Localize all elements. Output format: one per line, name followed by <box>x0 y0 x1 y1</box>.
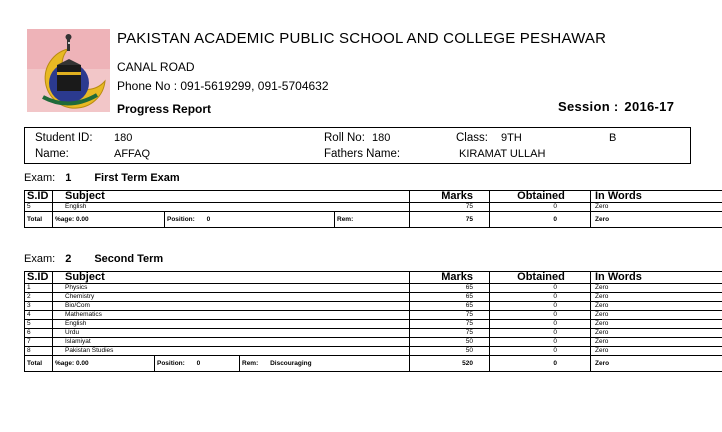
cell-obtained: 0 <box>490 302 591 311</box>
cell-subject: Urdu <box>53 329 410 338</box>
cell-marks: 65 <box>410 284 490 293</box>
cell-sid: 7 <box>25 338 53 347</box>
table-row <box>25 293 722 302</box>
cell-sid: 8 <box>25 347 53 356</box>
cell-sid: 2 <box>25 293 53 302</box>
col-obtained: Obtained <box>490 191 591 203</box>
total-marks: 75 <box>410 212 490 228</box>
student-name-label: Name: <box>35 148 69 160</box>
table-row <box>25 347 722 356</box>
total-position <box>155 356 240 372</box>
cell-obtained: 0 <box>490 284 591 293</box>
exam-number: 1 <box>65 172 72 184</box>
cell-subject: Chemistry <box>53 293 410 302</box>
student-id-value: 180 <box>114 132 133 144</box>
exam-name: Second Term <box>94 253 164 265</box>
cell-words: Zero <box>591 284 722 293</box>
class-label: Class: <box>456 132 488 144</box>
percent-value: 0.00 <box>75 216 89 223</box>
exam-1-marks-table <box>24 190 722 228</box>
exam-number: 2 <box>65 253 72 265</box>
total-label: Total <box>25 212 53 228</box>
cell-words: Zero <box>591 311 722 320</box>
cell-subject: English <box>53 320 410 329</box>
total-label: Total <box>25 356 53 372</box>
cell-sid: 1 <box>25 284 53 293</box>
section-value: B <box>609 132 617 144</box>
cell-sid: 5 <box>25 320 53 329</box>
total-words: Zero <box>591 356 722 372</box>
total-row <box>25 212 722 228</box>
position-value: 0 <box>196 360 201 367</box>
table-row <box>25 203 722 212</box>
col-in-words: In Words <box>591 191 722 203</box>
cell-obtained: 0 <box>490 347 591 356</box>
table-header-row <box>25 191 722 203</box>
session-value: 2016-17 <box>624 99 675 114</box>
col-sid: S.ID <box>25 191 53 203</box>
student-info-box <box>24 127 691 164</box>
total-remarks <box>335 212 410 228</box>
cell-subject: Bio/Com <box>53 302 410 311</box>
exam-name: First Term Exam <box>94 172 180 184</box>
total-percent <box>53 356 155 372</box>
col-obtained: Obtained <box>490 272 591 284</box>
cell-obtained: 0 <box>490 329 591 338</box>
total-obtained: 0 <box>490 212 591 228</box>
table-row <box>25 329 722 338</box>
cell-obtained: 0 <box>490 338 591 347</box>
cell-marks: 75 <box>410 311 490 320</box>
school-address: CANAL ROAD <box>117 60 195 74</box>
session <box>556 99 674 114</box>
cell-words: Zero <box>591 203 722 212</box>
cell-marks: 65 <box>410 293 490 302</box>
school-logo <box>27 29 110 112</box>
cell-words: Zero <box>591 320 722 329</box>
exam-1-header <box>24 172 180 184</box>
cell-marks: 50 <box>410 338 490 347</box>
total-position <box>165 212 335 228</box>
father-name-value: KIRAMAT ULLAH <box>459 148 546 160</box>
percent-label: %age: <box>55 216 75 223</box>
report-title: Progress Report <box>117 102 212 116</box>
class-value: 9TH <box>501 132 522 144</box>
cell-words: Zero <box>591 338 722 347</box>
father-name-label: Fathers Name: <box>324 148 401 160</box>
cell-marks: 50 <box>410 347 490 356</box>
total-obtained: 0 <box>490 356 591 372</box>
school-phone: Phone No : 091-5619299, 091-5704632 <box>117 79 329 93</box>
percent-label: %age: <box>55 360 75 367</box>
cell-subject: Mathematics <box>53 311 410 320</box>
total-words: Zero <box>591 212 722 228</box>
cell-words: Zero <box>591 347 722 356</box>
cell-marks: 75 <box>410 203 490 212</box>
table-row <box>25 311 722 320</box>
cell-obtained: 0 <box>490 311 591 320</box>
cell-subject: Islamiyat <box>53 338 410 347</box>
roll-no-value: 180 <box>372 132 391 144</box>
cell-marks: 65 <box>410 302 490 311</box>
position-label: Position: <box>167 216 195 223</box>
position-label: Position: <box>157 360 185 367</box>
total-remarks <box>240 356 410 372</box>
cell-subject: Pakistan Studies <box>53 347 410 356</box>
table-row <box>25 284 722 293</box>
student-name-value: AFFAQ <box>114 148 151 160</box>
cell-words: Zero <box>591 293 722 302</box>
cell-subject: Physics <box>53 284 410 293</box>
col-in-words: In Words <box>591 272 722 284</box>
exam-2-marks-table <box>24 271 722 372</box>
session-label: Session : <box>558 99 619 114</box>
total-row <box>25 356 722 372</box>
cell-subject: English <box>53 203 410 212</box>
school-name: PAKISTAN ACADEMIC PUBLIC SCHOOL AND COLLEGE PESHAWAR <box>117 30 607 47</box>
cell-sid: 6 <box>25 329 53 338</box>
position-value: 0 <box>206 216 211 223</box>
cell-sid: 4 <box>25 311 53 320</box>
student-id-label: Student ID: <box>35 132 93 144</box>
exam-2-header <box>24 253 163 265</box>
total-percent <box>53 212 165 228</box>
total-marks: 520 <box>410 356 490 372</box>
rem-label: Rem: <box>242 360 259 367</box>
exam-label: Exam: <box>24 253 56 265</box>
col-subject: Subject <box>53 272 410 284</box>
col-marks: Marks <box>410 272 490 284</box>
table-header-row <box>25 272 722 284</box>
cell-obtained: 0 <box>490 320 591 329</box>
cell-marks: 75 <box>410 320 490 329</box>
cell-sid: 5 <box>25 203 53 212</box>
cell-marks: 75 <box>410 329 490 338</box>
cell-obtained: 0 <box>490 293 591 302</box>
exam-label: Exam: <box>24 172 56 184</box>
col-subject: Subject <box>53 191 410 203</box>
table-row <box>25 338 722 347</box>
rem-label: Rem: <box>337 216 354 223</box>
table-row <box>25 320 722 329</box>
roll-no-label: Roll No: <box>324 132 365 144</box>
cell-obtained: 0 <box>490 203 591 212</box>
col-sid: S.ID <box>25 272 53 284</box>
col-marks: Marks <box>410 191 490 203</box>
cell-words: Zero <box>591 302 722 311</box>
cell-words: Zero <box>591 329 722 338</box>
cell-sid: 3 <box>25 302 53 311</box>
table-row <box>25 302 722 311</box>
rem-value: Discouraging <box>270 360 312 367</box>
percent-value: 0.00 <box>75 360 89 367</box>
